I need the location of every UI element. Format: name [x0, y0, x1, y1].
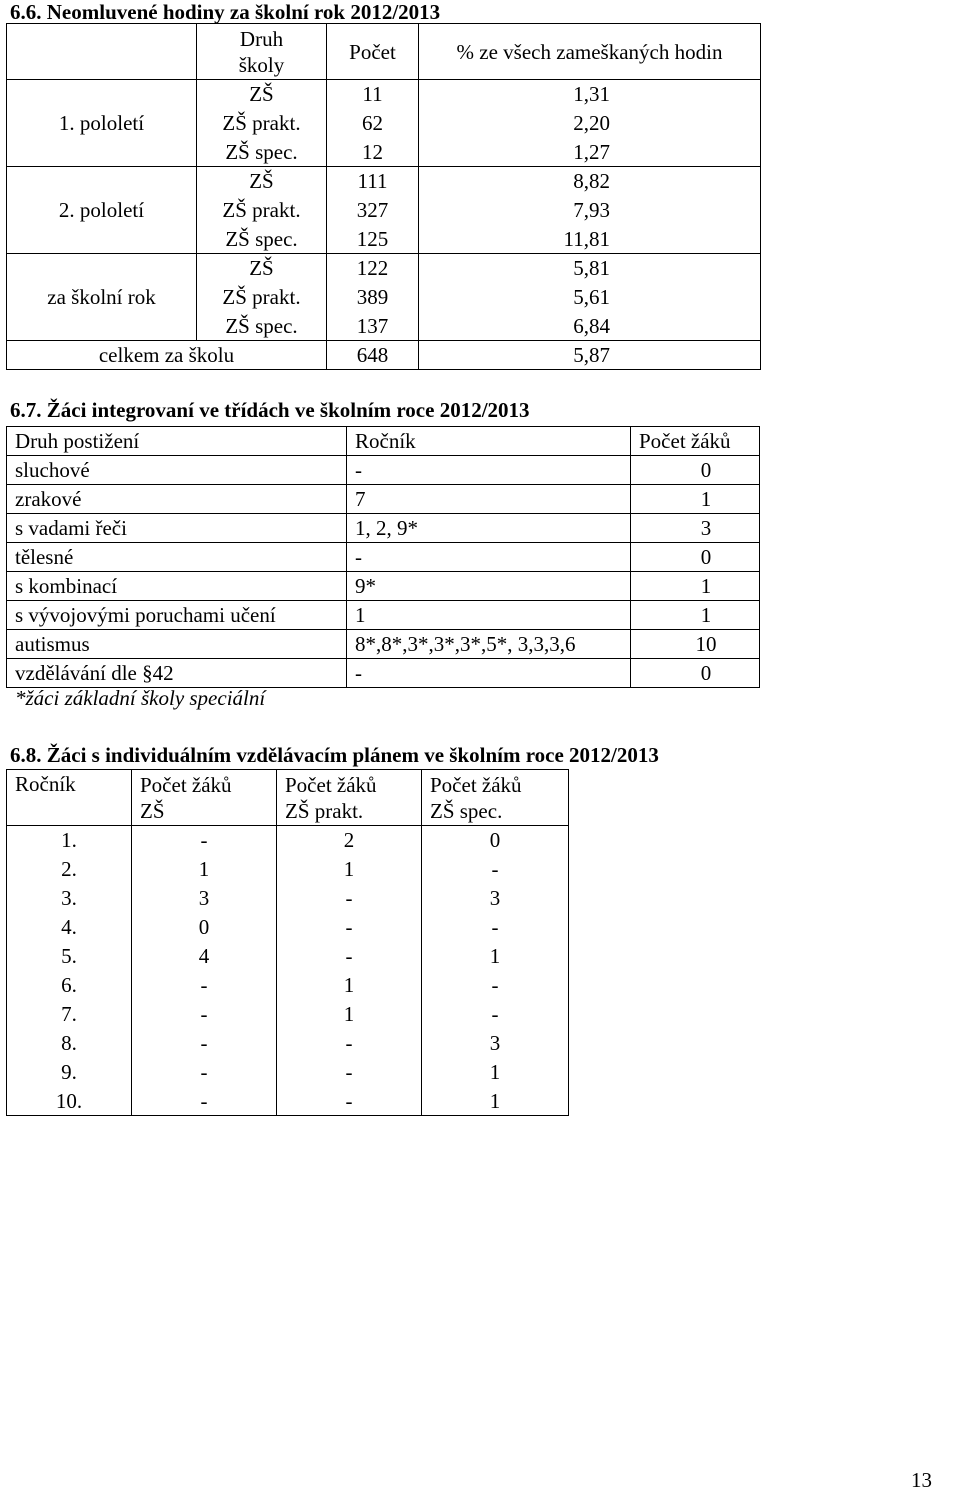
- disability-type-cell: s vývojovými poruchami učení: [7, 601, 347, 630]
- percent-cell: 2,20: [419, 109, 761, 138]
- grade-cell: 10.: [7, 1087, 132, 1116]
- school-type-cell: ZŠ prakt.: [197, 196, 327, 225]
- count-cell-zs: -: [132, 1087, 277, 1116]
- count-cell-spec: 1: [422, 1058, 569, 1087]
- school-type-cell: ZŠ prakt.: [197, 283, 327, 312]
- count-cell: 137: [327, 312, 419, 341]
- disability-type-cell: s vadami řeči: [7, 514, 347, 543]
- count-cell-zs: -: [132, 1029, 277, 1058]
- school-type-cell: ZŠ spec.: [197, 138, 327, 167]
- table-row: [7, 913, 569, 942]
- count-cell: 62: [327, 109, 419, 138]
- table-row: [7, 254, 761, 283]
- count-cell-spec: -: [422, 855, 569, 884]
- count-cell-zs: -: [132, 826, 277, 855]
- count-cell-prakt: -: [277, 1029, 422, 1058]
- count-cell-prakt: -: [277, 942, 422, 971]
- grade-cell: 3.: [7, 884, 132, 913]
- percent-cell: 1,31: [419, 80, 761, 109]
- header-pocet-zaku: Počet žáků: [631, 427, 760, 456]
- table-header-row: [7, 427, 760, 456]
- count-cell-zs: 1: [132, 855, 277, 884]
- count-cell-spec: 0: [422, 826, 569, 855]
- unexcused-hours-table: [6, 23, 761, 370]
- table-row: [7, 1029, 569, 1058]
- disability-type-cell: sluchové: [7, 456, 347, 485]
- count-cell: 389: [327, 283, 419, 312]
- count-cell-spec: -: [422, 913, 569, 942]
- grade-cell: -: [347, 543, 631, 572]
- iep-pupils-table: [6, 769, 569, 1116]
- table-header-row: [7, 24, 761, 80]
- section-6-7-heading: 6.7. Žáci integrovaní ve třídách ve školním roce 2012/2013: [10, 398, 530, 422]
- grade-cell: 7.: [7, 1000, 132, 1029]
- count-cell: 11: [327, 80, 419, 109]
- table-row: [7, 1000, 569, 1029]
- count-cell-spec: -: [422, 971, 569, 1000]
- disability-type-cell: zrakové: [7, 485, 347, 514]
- count-cell-prakt: -: [277, 913, 422, 942]
- footnote: *žáci základní školy speciální: [15, 686, 266, 710]
- count-cell-zs: 4: [132, 942, 277, 971]
- pupil-count-cell: 1: [631, 601, 760, 630]
- header-pocet-prakt: Počet žáků ZŠ prakt.: [277, 770, 422, 826]
- section-6-8-heading: 6.8. Žáci s individuálním vzdělávacím plánem ve školním roce 2012/2013: [10, 743, 659, 767]
- header-rocnik: Ročník: [347, 427, 631, 456]
- pupil-count-cell: 0: [631, 659, 760, 688]
- table-row: [7, 572, 760, 601]
- count-cell-prakt: -: [277, 884, 422, 913]
- table-row: [7, 942, 569, 971]
- table-row: [7, 167, 761, 196]
- count-cell-prakt: 1: [277, 855, 422, 884]
- grade-cell: 8*,8*,3*,3*,3*,5*, 3,3,3,6: [347, 630, 631, 659]
- count-cell-zs: 0: [132, 913, 277, 942]
- count-cell-zs: -: [132, 971, 277, 1000]
- disability-type-cell: autismus: [7, 630, 347, 659]
- header-rocnik: Ročník: [7, 770, 132, 826]
- grade-cell: 5.: [7, 942, 132, 971]
- count-cell-spec: 3: [422, 1029, 569, 1058]
- grade-cell: 1, 2, 9*: [347, 514, 631, 543]
- header-druh-postizeni: Druh postižení: [7, 427, 347, 456]
- header-pocet-zs: Počet žáků ZŠ: [132, 770, 277, 826]
- school-type-cell: ZŠ spec.: [197, 225, 327, 254]
- percent-cell: 8,82: [419, 167, 761, 196]
- count-cell-zs: -: [132, 1000, 277, 1029]
- count-cell-zs: 3: [132, 884, 277, 913]
- pupil-count-cell: 10: [631, 630, 760, 659]
- percent-cell: 7,93: [419, 196, 761, 225]
- percent-cell: 1,27: [419, 138, 761, 167]
- pupil-count-cell: 0: [631, 456, 760, 485]
- grade-cell: 7: [347, 485, 631, 514]
- count-cell-spec: 3: [422, 884, 569, 913]
- disability-type-cell: s kombinací: [7, 572, 347, 601]
- percent-cell: 5,81: [419, 254, 761, 283]
- pupil-count-cell: 1: [631, 572, 760, 601]
- table-row: [7, 514, 760, 543]
- count-cell-spec: 1: [422, 942, 569, 971]
- table-row: [7, 855, 569, 884]
- grade-cell: 4.: [7, 913, 132, 942]
- period-label: za školní rok: [7, 254, 197, 341]
- percent-cell: 11,81: [419, 225, 761, 254]
- header-pocet-spec: Počet žáků ZŠ spec.: [422, 770, 569, 826]
- table-row: [7, 1087, 569, 1116]
- total-row: [7, 341, 761, 370]
- count-cell: 122: [327, 254, 419, 283]
- pupil-count-cell: 0: [631, 543, 760, 572]
- table-row: [7, 826, 569, 855]
- table-header-row: [7, 770, 569, 826]
- header-druh: Druh školy: [197, 24, 327, 80]
- grade-cell: 6.: [7, 971, 132, 1000]
- grade-cell: 9.: [7, 1058, 132, 1087]
- count-cell-prakt: 1: [277, 971, 422, 1000]
- percent-cell: 5,61: [419, 283, 761, 312]
- total-label: celkem za školu: [7, 341, 327, 370]
- count-cell-prakt: 1: [277, 1000, 422, 1029]
- percent-cell: 6,84: [419, 312, 761, 341]
- grade-cell: 8.: [7, 1029, 132, 1058]
- count-cell-prakt: -: [277, 1058, 422, 1087]
- count-cell: 111: [327, 167, 419, 196]
- table-row: [7, 485, 760, 514]
- school-type-cell: ZŠ: [197, 254, 327, 283]
- page-number: 13: [911, 1468, 932, 1492]
- table-row: [7, 543, 760, 572]
- table-row: [7, 659, 760, 688]
- pupil-count-cell: 3: [631, 514, 760, 543]
- header-empty: [7, 24, 197, 80]
- period-label: 1. pololetí: [7, 80, 197, 167]
- integrated-pupils-table: [6, 426, 760, 688]
- school-type-cell: ZŠ prakt.: [197, 109, 327, 138]
- grade-cell: 2.: [7, 855, 132, 884]
- count-cell-prakt: -: [277, 1087, 422, 1116]
- section-6-6-heading: 6.6. Neomluvené hodiny za školní rok 2012/2013: [10, 0, 441, 24]
- count-cell: 125: [327, 225, 419, 254]
- table-row: [7, 971, 569, 1000]
- pupil-count-cell: 1: [631, 485, 760, 514]
- table-row: [7, 884, 569, 913]
- total-count: 648: [327, 341, 419, 370]
- grade-cell: 9*: [347, 572, 631, 601]
- disability-type-cell: vzdělávání dle §42: [7, 659, 347, 688]
- table-row: [7, 630, 760, 659]
- count-cell-prakt: 2: [277, 826, 422, 855]
- table-row: [7, 601, 760, 630]
- school-type-cell: ZŠ: [197, 80, 327, 109]
- school-type-cell: ZŠ spec.: [197, 312, 327, 341]
- count-cell: 327: [327, 196, 419, 225]
- disability-type-cell: tělesné: [7, 543, 347, 572]
- count-cell: 12: [327, 138, 419, 167]
- grade-cell: -: [347, 456, 631, 485]
- header-pct: % ze všech zameškaných hodin: [419, 24, 761, 80]
- header-pocet: Počet: [327, 24, 419, 80]
- grade-cell: 1.: [7, 826, 132, 855]
- school-type-cell: ZŠ: [197, 167, 327, 196]
- count-cell-spec: 1: [422, 1087, 569, 1116]
- total-percent: 5,87: [419, 341, 761, 370]
- count-cell-spec: -: [422, 1000, 569, 1029]
- grade-cell: -: [347, 659, 631, 688]
- table-row: [7, 80, 761, 109]
- table-row: [7, 1058, 569, 1087]
- table-row: [7, 456, 760, 485]
- period-label: 2. pololetí: [7, 167, 197, 254]
- grade-cell: 1: [347, 601, 631, 630]
- count-cell-zs: -: [132, 1058, 277, 1087]
